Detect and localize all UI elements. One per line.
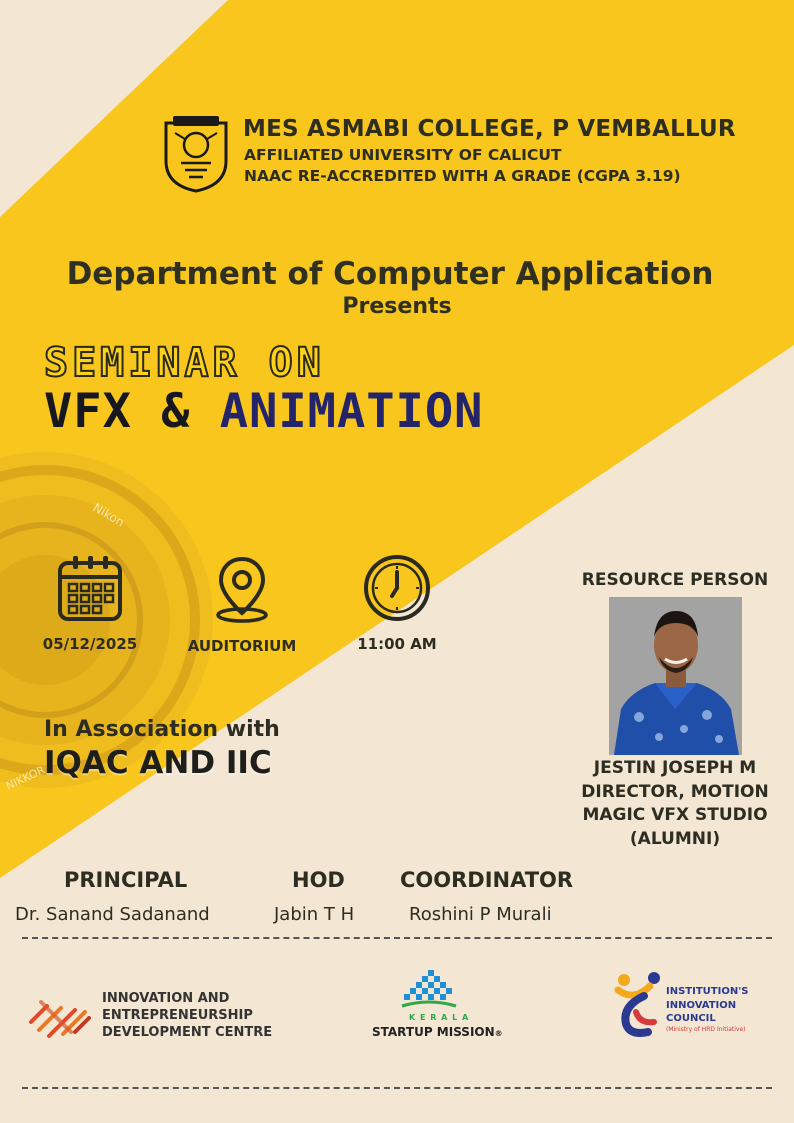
lens-marking-text: NIKKOR <box>3 763 47 793</box>
presents-text: Presents <box>342 294 452 319</box>
iic-line2: INNOVATION <box>666 999 737 1011</box>
divider-bottom <box>22 1087 772 1089</box>
event-time: 11:00 AM <box>357 635 437 653</box>
resource-person-note: (ALUMNI) <box>629 829 721 849</box>
college-affiliation: AFFILIATED UNIVERSITY OF CALICUT <box>244 146 562 164</box>
college-name: MES ASMABI COLLEGE, P VEMBALLUR <box>243 116 736 142</box>
association-label: In Association with <box>44 717 280 742</box>
ksum-main-label: STARTUP MISSION <box>372 1025 495 1039</box>
ksum-main-text <box>372 1025 503 1039</box>
calendar-icon <box>56 553 126 623</box>
resource-person-designation-line1: DIRECTOR, MOTION <box>581 782 769 802</box>
ksum-logo-icon <box>398 968 460 1012</box>
principal-role: PRINCIPAL <box>64 868 188 892</box>
iic-line4: (Ministry of HRD Initiative) <box>666 1025 746 1033</box>
iedc-line2: ENTREPRENEURSHIP <box>102 1007 253 1023</box>
seminar-title-part2: ANIMATION <box>219 384 484 439</box>
ksum-registered-mark: ® <box>494 1029 503 1038</box>
association-partners: IQAC AND IIC <box>44 745 272 781</box>
iic-line1: INSTITUTION'S <box>666 986 749 997</box>
iic-logo-icon <box>614 972 664 1038</box>
principal-name: Dr. Sanand Sadanand <box>15 904 210 925</box>
clock-icon <box>362 553 432 623</box>
iic-line3: COUNCIL <box>666 1013 716 1024</box>
iedc-logo-icon <box>27 992 93 1040</box>
iedc-text <box>102 991 272 1042</box>
iic-text <box>666 985 748 1034</box>
seminar-title-part1: VFX & <box>44 384 220 439</box>
resource-person-name: JESTIN JOSEPH M <box>593 758 757 778</box>
lens-brand-text: Nikon <box>90 500 127 530</box>
college-accreditation: NAAC RE-ACCREDITED WITH A GRADE (CGPA 3.19) <box>244 167 681 185</box>
resource-person-designation-line2: MAGIC VFX STUDIO <box>582 805 768 825</box>
event-venue: AUDITORIUM <box>187 637 297 655</box>
seminar-prefix: SEMINAR ON <box>44 340 325 386</box>
hod-role: HOD <box>292 868 345 892</box>
location-pin-icon <box>207 553 277 623</box>
seminar-title <box>44 386 483 438</box>
ksum-small-text: K E R A L A <box>409 1013 470 1022</box>
college-emblem-icon <box>161 113 231 193</box>
resource-person-heading: RESOURCE PERSON <box>581 570 769 590</box>
coordinator-role: COORDINATOR <box>400 868 574 892</box>
iedc-line3: DEVELOPMENT CENTRE <box>102 1024 273 1040</box>
event-date: 05/12/2025 <box>42 635 138 653</box>
hod-name: Jabin T H <box>274 904 355 925</box>
coordinator-name: Roshini P Murali <box>409 904 552 925</box>
iedc-line1: INNOVATION AND <box>102 991 230 1006</box>
divider-top <box>22 937 772 939</box>
department-name: Department of Computer Application <box>66 256 714 292</box>
resource-person-photo <box>609 597 742 755</box>
